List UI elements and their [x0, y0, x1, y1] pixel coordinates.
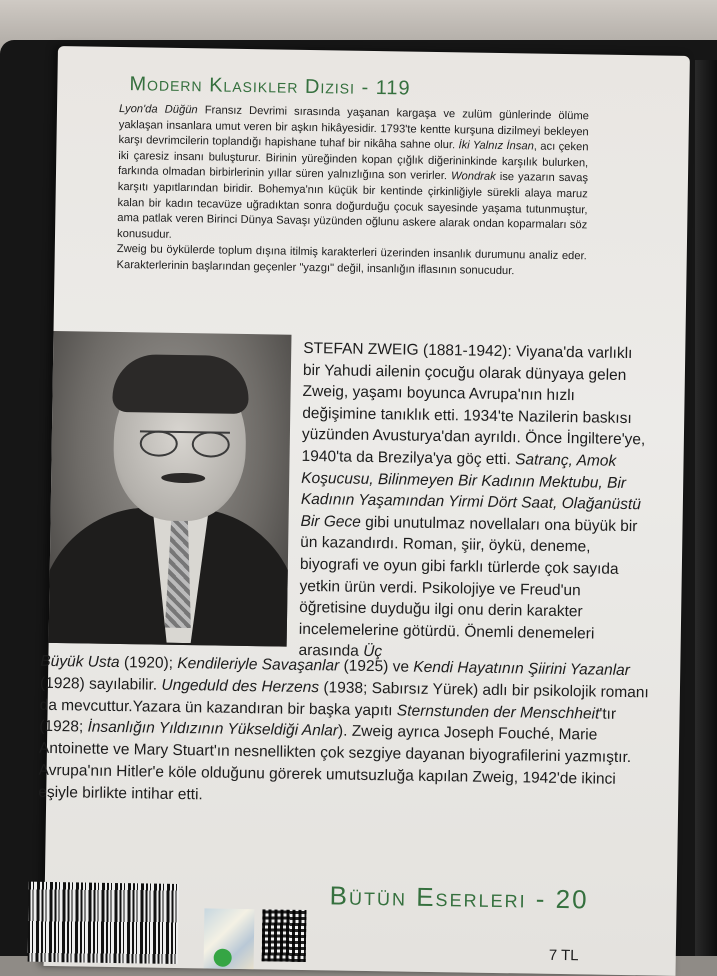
author-bio-continued-paragraph [38, 651, 660, 813]
bio-right-segment: STEFAN ZWEIG [303, 339, 419, 359]
book-back-cover [38, 46, 690, 976]
summary-segment: ise yazarın savaş karşıtı yapıtlarından biridir. Bohemya'nın küçük bir kentinde çirkinliğiyle sürekli alaya maruz kalan bir kadın tecavüze uğradıktan sonra doğurduğu çocuk sayesinde yaşama tutunmuştur, ama patlak veren Birinci Dünya Savaşı yüzünden oğlunu askere alarak ondan koparmaları söz konusudur. [116, 171, 589, 241]
summary-segment: Fransız Devrimi sırasında yaşanan kargaşa ve zulüm günlerinde ölüme yaklaşan insanlara umut veren bir aşkın hikâyesidir. 1793'te kentte kurşuna dizilmeyi bekleyen karşı devrimcilerin toplandığı hapishane tuhaf bir nikâha sahne olur. [118, 104, 590, 152]
photo-glasses [140, 430, 230, 453]
author-photo [49, 331, 292, 647]
bio-full-segment: (1938; Sabırsız Yürek) adlı bir psikolojik romanı da mevcuttur.Yazara ün kazandıran bir başka yapıtı [39, 678, 649, 719]
bio-full-segment: Kendileriyle Savaşanlar [177, 654, 340, 675]
bio-full-segment: Ungeduld des Herzens [161, 676, 320, 696]
binder-edge [695, 60, 717, 956]
qr-code [262, 909, 307, 962]
bio-right-segment: (1881-1942): Viyana'da varlıklı bir Yahudi ailenin çocuğu olarak dünyaya gelen Zweig, yaşamı boyunca Avrupa'nın hızlı değişimine tanıklık etti. 1934'te Nazilerin baskısı yüzünden Avusturya'dan ayrıldı. Önce İngiltere'ye, 1940'ta da Brezilya'ya göç etti. [301, 341, 646, 469]
bio-right-segment: gibi unutulmaz novellaları ona büyük bir ün kazandırdı. Roman, şiir, öykü, deneme, biyografi ve oyun gibi farklı türlerde çok sayıda yetkin ürün verdi. Psikolojiye ve Freud'un öğretisine duyduğu ilgi onu derin karakter incelemelerine götürdü. Önemli denemeleri arasında [298, 513, 638, 661]
photo-hair [112, 354, 249, 414]
barcode [28, 882, 179, 964]
bio-full-segment: Kendi Hayatının Şiirini Yazanlar [413, 658, 631, 680]
bio-right-segment: Satranç, Amok Koşucusu, Bilinmeyen Bir Kadının Mektubu, Bir Kadının Yaşamından Yirmi Dört Saat, Olağanüstü Bir Gece [300, 451, 642, 531]
summary-segment: Wondrak [450, 170, 496, 184]
bio-full-segment: 'tır (1928; [39, 705, 617, 736]
collection-title: Bütün Eserleri - 20 [329, 880, 589, 915]
summary-segment: , acı çeken iki çaresiz insanı buluşturur. Birinin yüreğinden kopan çığlık diğerininkinde karşılık bulurken, farkında olmadan birbirlerinin yıllar süren yalnızlığına son verirler. [117, 140, 589, 183]
price-label: 7 TL [548, 946, 579, 965]
bio-full-segment: Sternstunden der Menschheit [396, 701, 600, 723]
book-summary [116, 102, 589, 281]
series-title: Modern Klasikler Dizisi - 119 [129, 73, 411, 100]
summary-conclusion: Zweig bu öykülerde toplum dışına itilmiş karakterleri üzerinden insanlık durumunu analiz eder. Karakterlerinin başlarından geçenler "yazgı" değil, insanlığın iflasının sonucudur. [116, 243, 587, 278]
bio-full-segment: (1920); [119, 654, 178, 672]
bio-full-segment: ). Zweig ayrıca Joseph Fouché, Marie Antoinette ve Mary Stuart'ın nesnellikten çok sezgiye dayanan biyografilerini yazmıştır. Avrupa'nın Hitler'e köle olduğunu görerek umutsuzluğa kapılan Zweig, 1942'de ikinci eşiyle birlikte intihar etti. [38, 722, 632, 804]
hologram-sticker [204, 908, 255, 969]
summary-segment: Lyon'da Düğün [118, 102, 198, 117]
bio-full-segment: Büyük Usta [40, 652, 120, 672]
summary-segment: İki Yalnız İnsan [458, 139, 534, 153]
bio-full-segment: (1928) sayılabilir. [39, 674, 162, 694]
bio-full-segment: (1925) ve [339, 657, 414, 676]
summary-paragraph [117, 102, 589, 250]
bio-right-segment: Üç [363, 643, 383, 661]
hologram-dot-icon [214, 949, 232, 967]
author-bio-continued [38, 651, 660, 813]
bio-full-segment: İnsanlığın Yıldızının Yükseldiği Anlar [87, 718, 339, 740]
author-bio-paragraph [298, 338, 653, 667]
author-bio-column [298, 338, 653, 667]
